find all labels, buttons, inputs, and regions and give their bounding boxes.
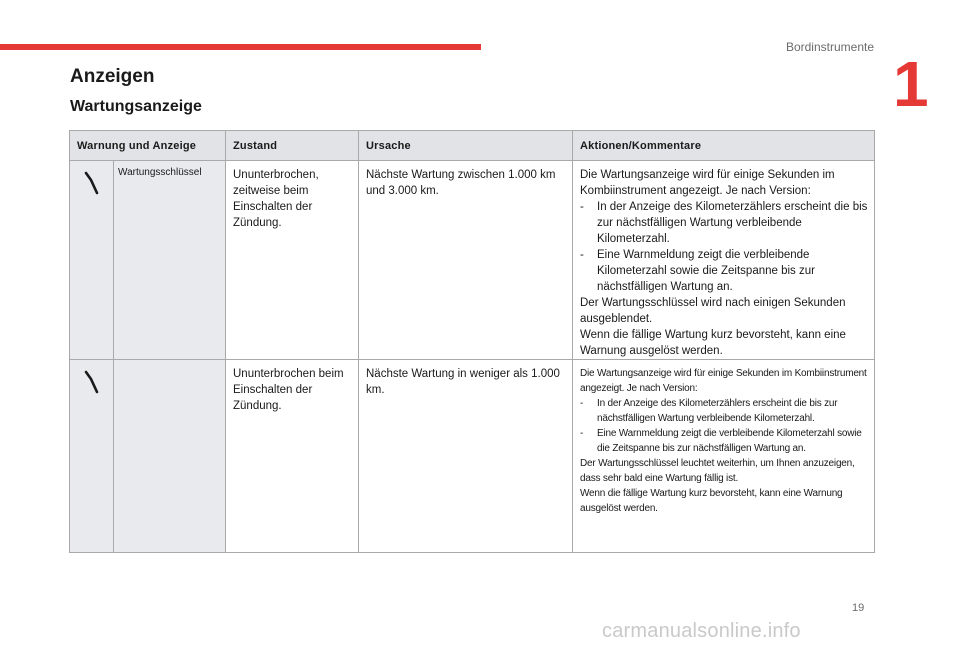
indicator-icon-cell [70,161,114,360]
accent-bar [0,44,481,50]
list-item: - Eine Warnmeldung zeigt die verbleibende Kilometerzahl sowie die Zeitspanne bis zur nächstfälligen Wartung an. [580,428,862,454]
aktionen-note: Wenn die fällige Wartung kurz bevorsteht, kann eine Warnung ausgelöst werden. [580,329,846,357]
list-item-text: In der Anzeige des Kilometerzählers erscheint die bis zur nächstfälligen Wartung verbleibende Kilometerzahl. [597,398,838,424]
page-heading: Anzeigen [70,66,155,87]
list-item: - Eine Warnmeldung zeigt die verbleibende Kilometerzahl sowie die Zeitspanne bis zur nächstfälligen Wartung an. [580,249,815,293]
zustand-cell: Ununterbrochen beim Einschalten der Zündung. [226,360,359,553]
list-item: - In der Anzeige des Kilometerzählers erscheint die bis zur nächstfälligen Wartung verbleibende Kilometerzahl. [580,398,838,424]
list-item-text: Eine Warnmeldung zeigt die verbleibende Kilometerzahl sowie die Zeitspanne bis zur nächstfälligen Wartung an. [597,249,815,293]
list-item-text: Eine Warnmeldung zeigt die verbleibende Kilometerzahl sowie die Zeitspanne bis zur nächstfälligen Wartung an. [597,428,862,454]
aktionen-cell [573,360,875,553]
aktionen-note: Der Wartungsschlüssel wird nach einigen Sekunden ausgeblendet. [580,297,846,325]
wrench-icon [84,370,100,399]
aktionen-note: Wenn die fällige Wartung kurz bevorsteht, kann eine Warnung ausgelöst werden. [580,488,843,514]
aktionen-intro: Die Wartungsanzeige wird für einige Sekunden im Kombiinstrument angezeigt. Je nach Version: [580,169,835,197]
list-item: - In der Anzeige des Kilometerzählers erscheint die bis zur nächstfälligen Wartung verbleibende Kilometerzahl. [580,201,868,245]
table-row [70,360,875,553]
page-number: 19 [852,602,865,614]
aktionen-cell [573,161,875,360]
table-row [70,161,875,360]
indicator-name: Wartungsschlüssel [114,161,226,360]
ursache-cell: Nächste Wartung in weniger als 1.000 km. [359,360,573,553]
sub-heading: Wartungsanzeige [70,98,202,115]
wrench-icon [84,171,100,200]
indicator-icon-cell [70,360,114,553]
maintenance-table [69,130,875,553]
aktionen-intro: Die Wartungsanzeige wird für einige Sekunden im Kombiinstrument angezeigt. Je nach Version: [580,368,867,394]
column-header: Zustand [226,131,359,161]
chapter-number: 1 [893,48,929,120]
aktionen-note: Der Wartungsschlüssel leuchtet weiterhin, um Ihnen anzuzeigen, dass sehr bald eine Wartung fällig ist. [580,458,855,484]
ursache-cell: Nächste Wartung zwischen 1.000 km und 3.000 km. [359,161,573,360]
list-item-text: In der Anzeige des Kilometerzählers erscheint die bis zur nächstfälligen Wartung verbleibende Kilometerzahl. [597,201,868,245]
column-header: Aktionen/Kommentare [573,131,875,161]
watermark: carmanualsonline.info [602,620,801,642]
indicator-name [114,360,226,553]
zustand-cell: Ununterbrochen, zeitweise beim Einschalten der Zündung. [226,161,359,360]
column-header: Ursache [359,131,573,161]
section-title: Bordinstrumente [785,40,874,54]
column-header: Warnung und Anzeige [70,131,226,161]
table-header-row [70,131,875,161]
